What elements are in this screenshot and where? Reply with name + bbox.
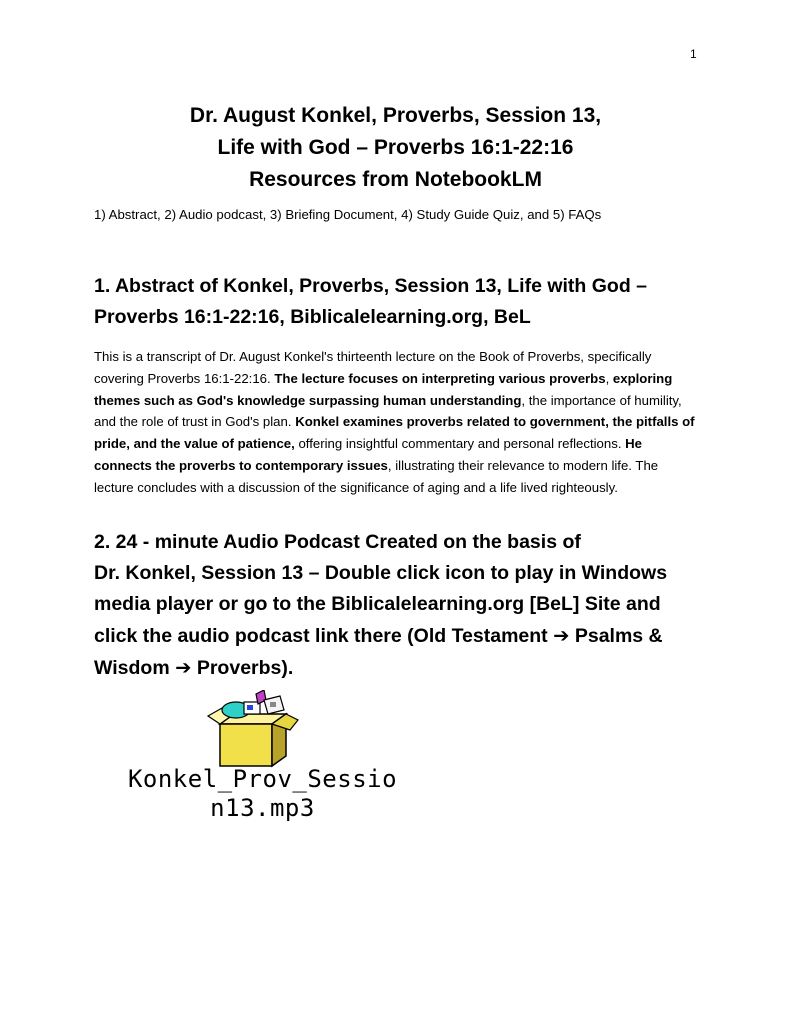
abstract-heading-line-2: Proverbs 16:1-22:16, Biblicalelearning.org, BeL [94,306,531,328]
abstract-heading-line-1: 1. Abstract of Konkel, Proverbs, Session 13, Life with God – [94,275,647,297]
podcast-heading-line-3: media player or go to the Biblicalelearning.org [BeL] Site and [94,593,661,615]
podcast-heading-line-5 [94,652,667,684]
podcast-heading-text: Proverbs). [191,657,294,679]
abstract-text: , [605,370,613,386]
abstract-text: This is a transcript of Dr. August Konkel's thirteenth lecture on the Book of Proverbs, specifically covering Proverbs 16:1-22:16. [94,349,652,386]
abstract-paragraph [94,346,700,499]
abstract-text: , the importance of humility, and the role of trust in God's plan. [94,392,682,430]
abstract-text: offering insightful commentary and personal reflections. [294,436,626,452]
abstract-heading [94,271,647,333]
podcast-heading-text: Psalms & [569,625,663,647]
podcast-heading-text: Wisdom [94,657,176,679]
podcast-heading [94,527,667,684]
document-title [0,100,791,196]
arrow-right-icon: ➔ [175,656,192,679]
abstract-bold-text: He connects the proverbs to contemporary issues [94,436,643,473]
audio-filename-line-2: n13.mp3 [210,794,315,822]
arrow-right-icon: ➔ [553,624,570,647]
abstract-text: , illustrating their relevance to modern life. The lecture concludes with a discussion of the significance of aging and a life lived righteously. [94,457,659,495]
abstract-bold-text: exploring themes such as God's knowledge surpassing human understanding [94,370,673,408]
package-icon[interactable] [200,690,310,770]
audio-file-label[interactable] [95,765,430,823]
title-line-3: Resources from NotebookLM [249,168,542,191]
package-icon-graphic [200,690,310,770]
audio-filename-line-1: Konkel_Prov_Sessio [127,765,398,793]
podcast-heading-text: click the audio podcast link there (Old Testament [94,625,554,647]
podcast-heading-line-1: 2. 24 - minute Audio Podcast Created on the basis of [94,531,581,553]
podcast-heading-line-2: Dr. Konkel, Session 13 – Double click icon to play in Windows [94,562,668,584]
podcast-heading-line-4 [94,620,667,652]
abstract-bold-text: The lecture focuses on interpreting various proverbs [274,370,606,386]
resource-list: 1) Abstract, 2) Audio podcast, 3) Briefing Document, 4) Study Guide Quiz, and 5) FAQs [94,207,602,222]
page-number: 1 [690,47,697,61]
title-line-2: Life with God – Proverbs 16:1-22:16 [217,136,574,159]
abstract-bold-text: Konkel examines proverbs related to government, the pitfalls of pride, and the value of patience, [94,414,695,452]
title-line-1: Dr. August Konkel, Proverbs, Session 13, [189,104,602,127]
